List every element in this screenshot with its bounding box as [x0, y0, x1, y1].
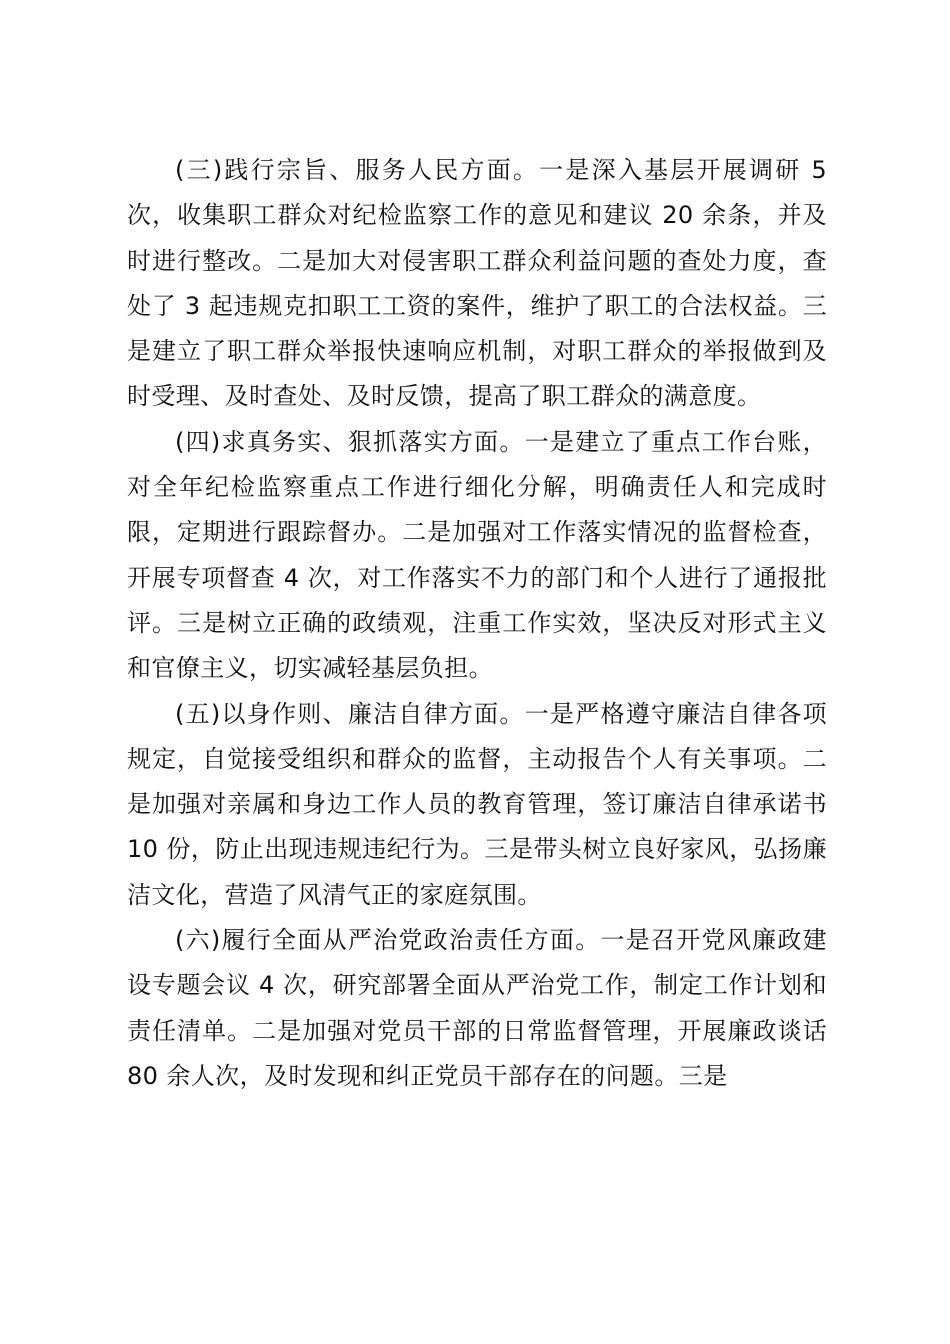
- paragraph-service-people: (三)践行宗旨、服务人民方面。一是深入基层开展调研 5 次，收集职工群众对纪检监察工作的意见和建议 20 余条，并及时进行整改。二是加大对侵害职工群众利益问题的查处力度，查处了 3 起违规克扣职工工资的案件，维护了职工的合法权益。三是建立了职工群众举报快速响应机制，对职工群众的举报做到及时受理、及时查处、及时反馈，提高了职工群众的满意度。: [127, 156, 827, 411]
- document-body: [127, 148, 827, 1099]
- paragraph-practical-work: (四)求真务实、狠抓落实方面。一是建立了重点工作台账，对全年纪检监察重点工作进行细化分解，明确责任人和完成时限，定期进行跟踪督办。二是加强对工作落实情况的监督检查，开展专项督查 4 次，对工作落实不力的部门和个人进行了通报批评。三是树立正确的政绩观，注重工作实效，坚决反对形式主义和官僚主义，切实减轻基层负担。: [127, 427, 827, 683]
- paragraph-party-governance: (六)履行全面从严治党政治责任方面。一是召开党风廉政建设专题会议 4 次，研究部署全面从严治党工作，制定工作计划和责任清单。二是加强对党员干部的日常监督管理，开展廉政谈话 80 余人次，及时发现和纠正党员干部存在的问题。三是: [127, 926, 827, 1090]
- paragraph-self-discipline: (五)以身作则、廉洁自律方面。一是严格遵守廉洁自律各项规定，自觉接受组织和群众的监督，主动报告个人有关事项。二是加强对亲属和身边工作人员的教育管理，签订廉洁自律承诺书 10 份，防止出现违规违纪行为。三是带头树立良好家风，弘扬廉洁文化，营造了风清气正的家庭氛围。: [127, 699, 827, 909]
